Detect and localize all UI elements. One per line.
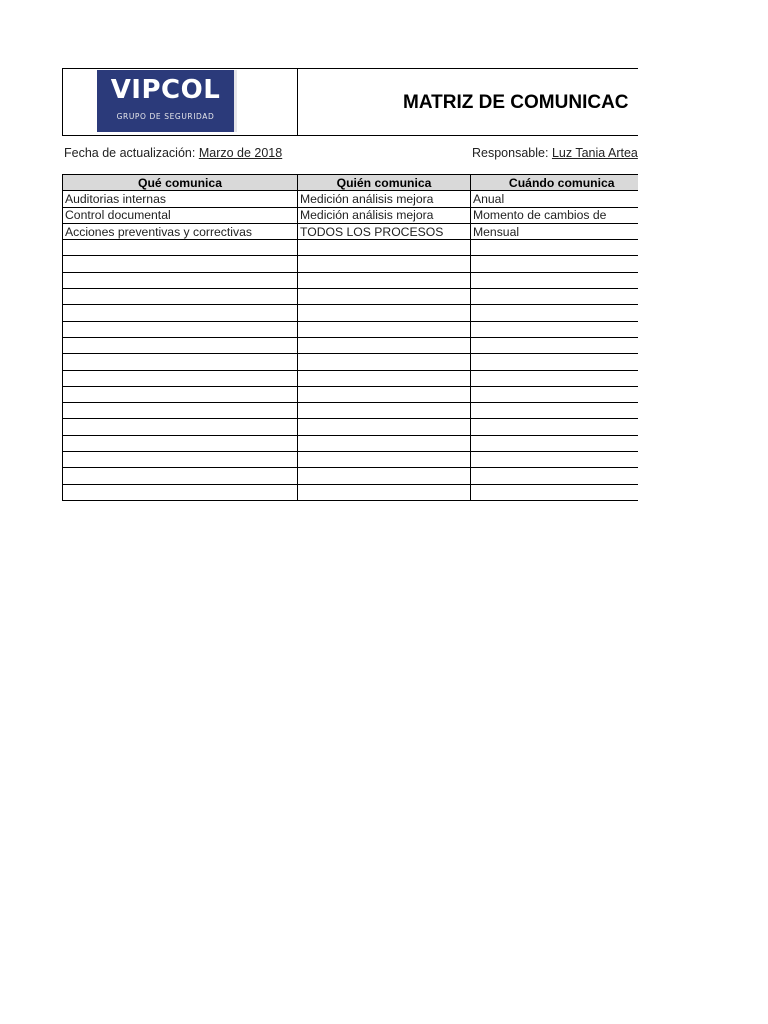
table-row (63, 484, 639, 500)
cell-cuando[interactable] (471, 370, 639, 386)
cell-cuando[interactable] (471, 403, 639, 419)
table-row (63, 223, 639, 239)
cell-que[interactable] (63, 468, 298, 484)
cell-que[interactable] (63, 305, 298, 321)
table-row (63, 191, 639, 207)
cell-cuando[interactable] (471, 484, 639, 500)
communication-matrix (62, 174, 638, 501)
cell-quien[interactable] (298, 305, 471, 321)
cell-quien[interactable] (298, 337, 471, 353)
table-row (63, 337, 639, 353)
cell-quien[interactable]: Medición análisis mejora (298, 207, 471, 223)
cell-quien[interactable] (298, 272, 471, 288)
cell-que[interactable] (63, 289, 298, 305)
cell-quien[interactable] (298, 354, 471, 370)
cell-cuando[interactable] (471, 337, 639, 353)
cell-quien[interactable] (298, 468, 471, 484)
table-row (63, 207, 639, 223)
update-date-value: Marzo de 2018 (198, 146, 283, 160)
cell-que[interactable] (63, 403, 298, 419)
cell-cuando[interactable]: Momento de cambios de (471, 207, 639, 223)
cell-que[interactable] (63, 240, 298, 256)
table-row (63, 452, 639, 468)
communication-table (62, 174, 638, 501)
cell-que[interactable] (63, 321, 298, 337)
cell-quien[interactable] (298, 419, 471, 435)
cell-quien[interactable] (298, 321, 471, 337)
table-row (63, 240, 639, 256)
cell-quien[interactable]: Medición análisis mejora (298, 191, 471, 207)
cell-quien[interactable] (298, 403, 471, 419)
table-row (63, 435, 639, 451)
cell-cuando[interactable]: Mensual (471, 223, 639, 239)
table-header-row (63, 175, 639, 191)
cell-que[interactable] (63, 452, 298, 468)
cell-que[interactable]: Auditorias internas (63, 191, 298, 207)
logo-tagline: GRUPO DE SEGURIDAD (116, 112, 215, 121)
responsible-label: Responsable: (472, 146, 549, 160)
cell-quien[interactable] (298, 452, 471, 468)
table-row (63, 272, 639, 288)
cell-cuando[interactable] (471, 240, 639, 256)
cell-que[interactable] (63, 256, 298, 272)
cell-que[interactable] (63, 484, 298, 500)
cell-que[interactable]: Control documental (63, 207, 298, 223)
cell-que[interactable] (63, 370, 298, 386)
table-row (63, 354, 639, 370)
table-row (63, 321, 639, 337)
column-header-que: Qué comunica (63, 175, 298, 191)
cell-quien[interactable] (298, 240, 471, 256)
cell-cuando[interactable] (471, 321, 639, 337)
table-body (63, 191, 639, 501)
table-row (63, 419, 639, 435)
column-header-quien: Quién comunica (298, 175, 471, 191)
table-row (63, 289, 639, 305)
cell-que[interactable] (63, 354, 298, 370)
cell-cuando[interactable] (471, 386, 639, 402)
responsible (472, 145, 638, 161)
cell-cuando[interactable] (471, 354, 639, 370)
cell-cuando[interactable] (471, 468, 639, 484)
table-row (63, 468, 639, 484)
company-logo (97, 70, 237, 132)
logo-cell (63, 69, 298, 135)
cell-que[interactable] (63, 435, 298, 451)
column-header-cuando: Cuándo comunica (471, 175, 639, 191)
document-title: MATRIZ DE COMUNICAC (403, 92, 629, 113)
table-row (63, 256, 639, 272)
cell-quien[interactable] (298, 289, 471, 305)
update-date (64, 145, 282, 161)
table-row (63, 305, 639, 321)
cell-que[interactable] (63, 272, 298, 288)
cell-que[interactable] (63, 386, 298, 402)
cell-cuando[interactable] (471, 419, 639, 435)
cell-que[interactable] (63, 337, 298, 353)
cell-que[interactable]: Acciones preventivas y correctivas (63, 223, 298, 239)
document-header (62, 68, 638, 136)
cell-cuando[interactable] (471, 256, 639, 272)
cell-que[interactable] (63, 419, 298, 435)
cell-cuando[interactable] (471, 289, 639, 305)
cell-quien[interactable]: TODOS LOS PROCESOS (298, 223, 471, 239)
cell-cuando[interactable] (471, 305, 639, 321)
update-date-label: Fecha de actualización: (64, 146, 196, 160)
logo-wordmark: VIPCOL (110, 75, 221, 105)
cell-cuando[interactable] (471, 272, 639, 288)
table-row (63, 403, 639, 419)
cell-cuando[interactable] (471, 435, 639, 451)
cell-quien[interactable] (298, 386, 471, 402)
table-row (63, 370, 639, 386)
table-row (63, 386, 639, 402)
cell-quien[interactable] (298, 435, 471, 451)
responsible-value: Luz Tania Artea (551, 146, 638, 160)
cell-cuando[interactable] (471, 452, 639, 468)
cell-cuando[interactable]: Anual (471, 191, 639, 207)
cell-quien[interactable] (298, 484, 471, 500)
cell-quien[interactable] (298, 370, 471, 386)
cell-quien[interactable] (298, 256, 471, 272)
